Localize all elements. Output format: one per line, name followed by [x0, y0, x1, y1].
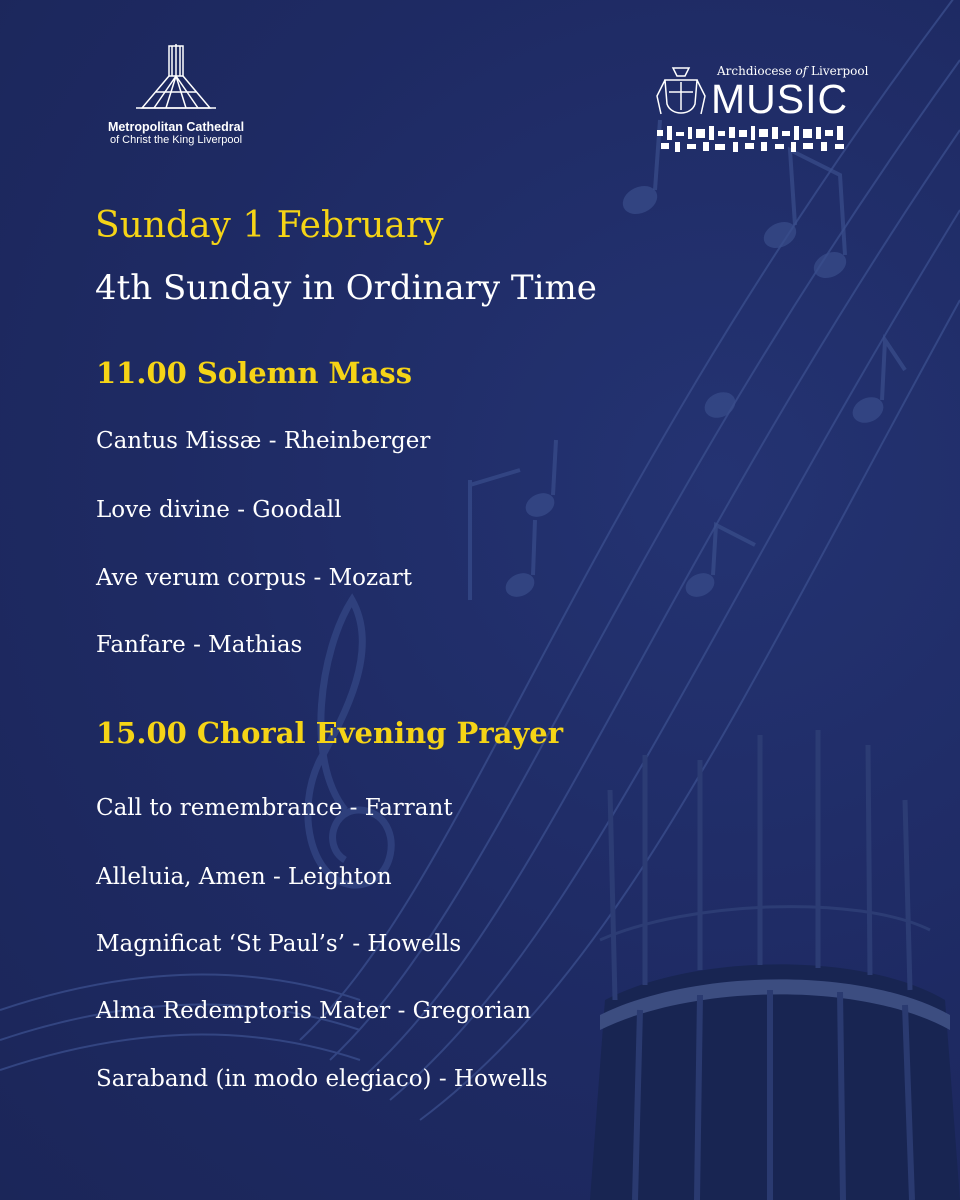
cathedral-logo [96, 42, 256, 146]
note-heads [502, 181, 888, 602]
note-stems [470, 120, 905, 600]
music-piece: Call to remembrance - Farrant [96, 795, 453, 821]
music-logo [655, 62, 869, 152]
service-title-evening-prayer: 15.00 Choral Evening Prayer [96, 716, 564, 750]
ornament-border-icon [655, 124, 850, 154]
cathedral-crown-image [590, 730, 960, 1200]
music-piece: Alleluia, Amen - Leighton [96, 864, 392, 890]
service-date: Sunday 1 February [95, 205, 444, 246]
diocese-crest-icon [655, 66, 707, 128]
service-title-mass: 11.00 Solemn Mass [96, 356, 413, 390]
cathedral-crown-icon [136, 42, 216, 112]
music-piece: Love divine - Goodall [96, 497, 342, 523]
liturgical-occasion: 4th Sunday in Ordinary Time [95, 268, 597, 308]
diocese-name: Archdiocese of Liverpool [717, 64, 869, 78]
cathedral-name-line2: of Christ the King Liverpool [109, 134, 243, 146]
music-piece: Cantus Missæ - Rheinberger [96, 428, 431, 454]
music-piece: Ave verum corpus - Mozart [96, 565, 413, 591]
music-piece: Fanfare - Mathias [96, 632, 303, 658]
music-piece: Magnificat ‘St Paul’s’ - Howells [96, 931, 462, 957]
music-piece: Saraband (in modo elegiaco) - Howells [96, 1066, 548, 1092]
cathedral-name-line1: Metropolitan Cathedral [107, 120, 245, 134]
music-piece: Alma Redemptoris Mater - Gregorian [96, 998, 532, 1024]
music-wordmark: MUSIC [711, 76, 849, 122]
